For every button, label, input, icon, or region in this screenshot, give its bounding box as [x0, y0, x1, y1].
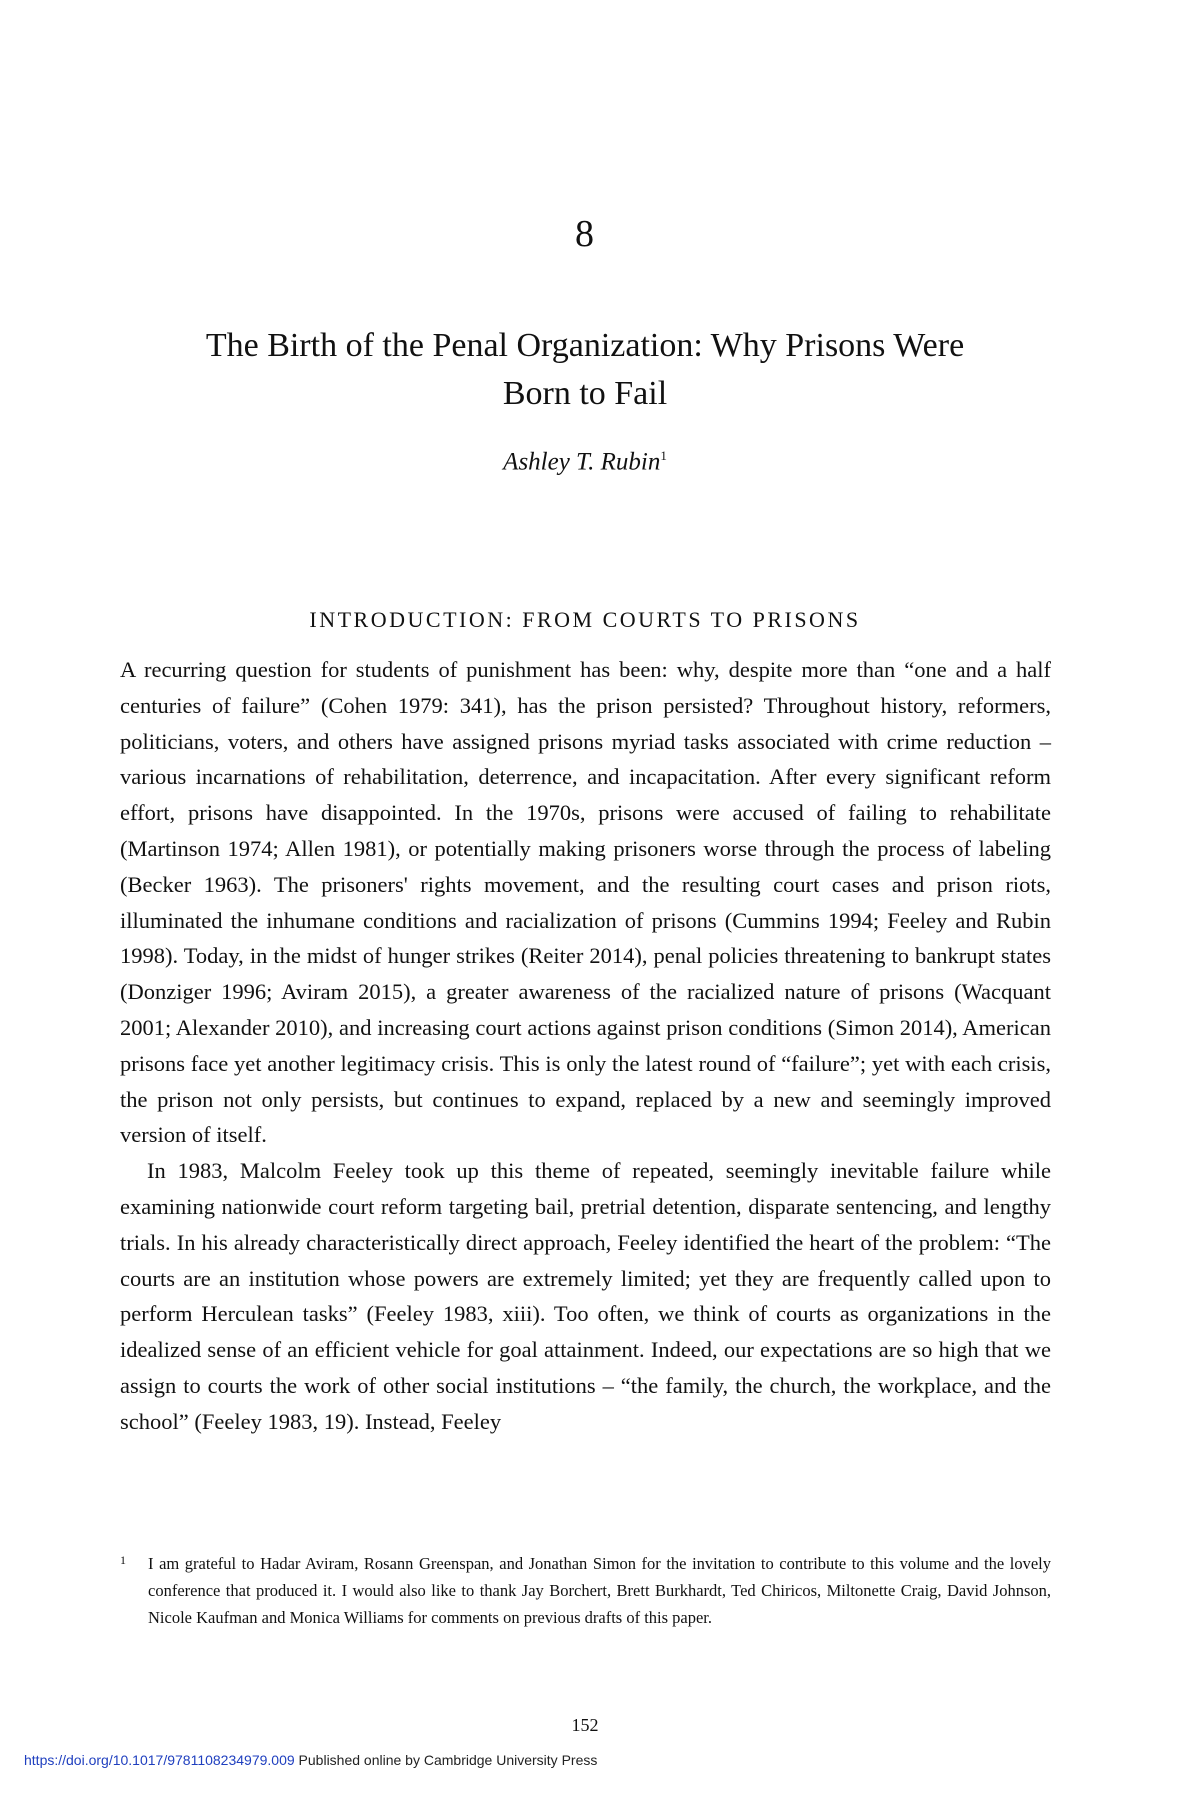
author-footnote-mark[interactable]: 1 — [660, 448, 667, 463]
footnote — [120, 1550, 1051, 1631]
chapter-number: 8 — [575, 213, 595, 255]
chapter-author — [0, 448, 1170, 476]
body-text — [120, 652, 1051, 1440]
section-heading: INTRODUCTION: FROM COURTS TO PRISONS — [309, 607, 861, 632]
paragraph-1: A recurring question for students of punishment has been: why, despite more than “one and a half centuries of failure” (Cohen 1979: 341), has the prison persisted? Throughout history, reformers, politicians, voters, and others have assigned prisons myriad tasks associated with crime reduction – various incarnations of rehabilitation, deterrence, and incapacitation. After every significant reform effort, prisons have disappointed. In the 1970s, prisons were accused of failing to rehabilitate (Martinson 1974; Allen 1981), or potentially making prisoners worse through the process of labeling (Becker 1963). The prisoners' rights movement, and the resulting court cases and prison riots, illuminated the inhumane conditions and racialization of prisons (Cummins 1994; Feeley and Rubin 1998). Today, in the midst of hunger strikes (Reiter 2014), penal policies threatening to bankrupt states (Donziger 1996; Aviram 2015), a greater awareness of the racialized nature of prisons (Wacquant 2001; Alexander 2010), and increasing court actions against prison conditions (Simon 2014), American prisons face yet another legitimacy crisis. This is only the latest round of “failure”; yet with each crisis, the prison not only persists, but continues to expand, replaced by a new and seemingly improved version of itself. — [120, 657, 1051, 1148]
paragraph-2: In 1983, Malcolm Feeley took up this theme of repeated, seemingly inevitable failure while examining nationwide court reform targeting bail, pretrial detention, disparate sentencing, and lengthy trials. In his already characteristically direct approach, Feeley identified the heart of the problem: “The courts are an institution whose powers are extremely limited; yet they are frequently called upon to perform Herculean tasks” (Feeley 1983, xiii). Too often, we think of courts as organizations in the idealized sense of an efficient vehicle for goal attainment. Indeed, our expectations are so high that we assign to courts the work of other social institutions – “the family, the church, the workplace, and the school” (Feeley 1983, 19). Instead, Feeley — [120, 1158, 1051, 1434]
source-line — [24, 1752, 597, 1768]
chapter-title: The Birth of the Penal Organization: Why Prisons Were Born to Fail — [205, 327, 965, 412]
published-online-text: Published online by Cambridge University Press — [298, 1752, 598, 1768]
author-name: Ashley T. Rubin — [503, 448, 661, 476]
footnote-mark: 1 — [120, 1553, 126, 1567]
footnote-text: I am grateful to Hadar Aviram, Rosann Greenspan, and Jonathan Simon for the invitation to contribute to this volume and the lovely conference that produced it. I would also like to thank Jay Borchert, Brett Burkhardt, Ted Chiricos, Miltonette Craig, David Johnson, Nicole Kaufman and Monica Williams for comments on previous drafts of this paper. — [148, 1554, 1051, 1627]
page-number: 152 — [571, 1715, 599, 1735]
doi-link[interactable]: https://doi.org/10.1017/9781108234979.009 — [24, 1752, 295, 1768]
